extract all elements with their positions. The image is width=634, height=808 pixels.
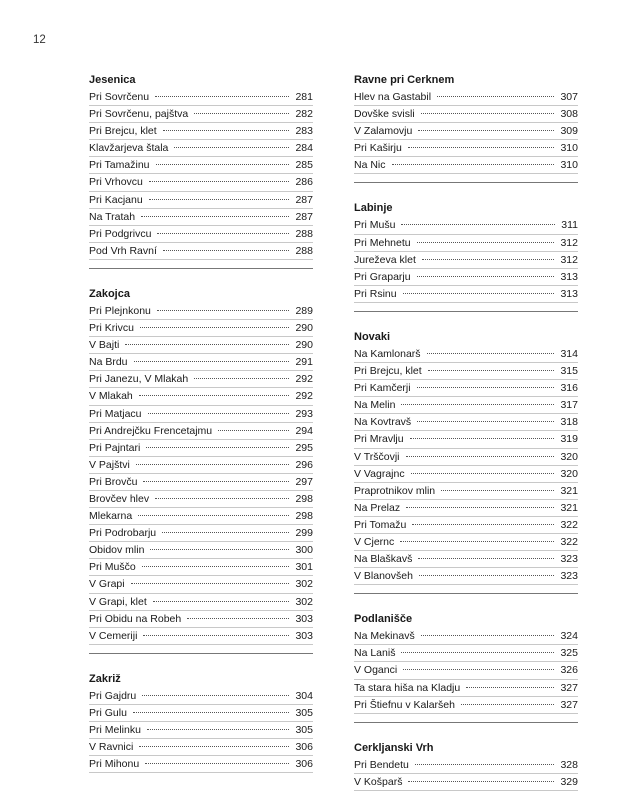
dot-leader [401,403,554,405]
entry-page-number: 304 [295,689,313,702]
entry-name: Na Brdu [89,356,128,369]
toc-entry [89,157,313,174]
toc-entry [354,123,578,140]
entry-page-number: 312 [560,253,578,266]
dot-leader [410,437,555,439]
entry-page-number: 322 [560,535,578,548]
toc-entry [89,722,313,739]
entry-name: Pri Tomažu [354,518,407,531]
toc-entry [89,474,313,491]
entry-page-number: 310 [560,159,578,172]
section-title: Ravne pri Cerknem [354,74,455,86]
entry-page-number: 311 [561,219,578,232]
dot-leader [406,455,555,457]
entry-page-number: 290 [295,322,313,335]
entry-name: Obidov mlin [89,544,145,557]
toc-entry [89,388,313,405]
section-zakojca [89,286,313,654]
toc-entry [89,209,313,226]
dot-leader [412,523,554,525]
entry-name: V Košparš [354,775,403,788]
entry-page-number: 303 [295,629,313,642]
section-divider [89,268,313,269]
dot-leader [139,394,290,396]
entry-page-number: 323 [560,570,578,583]
entry-name: V Zalamovju [354,125,413,138]
dot-leader [156,163,290,165]
dot-leader [149,198,290,200]
toc-entry [354,363,578,380]
dot-leader [140,326,290,328]
entry-name: Pri Gulu [89,706,127,719]
dot-leader [187,617,289,619]
entry-page-number: 299 [295,527,313,540]
toc-entry [89,756,313,773]
entry-page-number: 305 [295,724,313,736]
dot-leader [401,223,555,225]
entry-page-number: 321 [560,484,578,497]
entry-name: Jureževa klet [354,253,416,266]
toc-entry [354,662,578,679]
entry-name: Pri Brejcu, klet [354,365,422,378]
entry-page-number: 297 [295,475,313,488]
entry-page-number: 324 [560,630,578,643]
entry-name: Pri Bendetu [354,758,409,771]
dot-leader [428,369,555,371]
entry-page-number: 320 [560,467,578,480]
entry-name: Pri Melinku [89,724,141,736]
toc-entry [354,551,578,568]
toc-entry [354,466,578,483]
section-divider [354,182,578,183]
dot-leader [145,762,289,764]
entry-name: Pod Vrh Ravní [89,244,157,257]
toc-entry [354,380,578,397]
dot-leader [194,377,289,379]
entry-page-number: 292 [295,390,313,403]
entry-name: Pri Tamažinu [89,159,150,172]
entry-page-number: 302 [295,595,313,608]
dot-leader [125,343,289,345]
section-divider [354,722,578,723]
entry-page-number: 298 [295,510,313,523]
entry-name: Pri Mušu [354,219,396,232]
dot-leader [418,557,554,559]
entry-name: Pri Mehnetu [354,236,411,249]
dot-leader [466,686,554,688]
section-labinje [354,200,578,311]
toc-entry [89,440,313,457]
dot-leader [146,446,289,448]
section-divider [354,593,578,594]
entry-name: Pri Obidu na Robeh [89,612,182,625]
dot-leader [134,360,290,362]
entry-name: Pri Brovču [89,475,138,488]
dot-leader [174,146,289,148]
toc-entry [89,594,313,611]
toc-entry [354,500,578,517]
entry-name: Dovške svisli [354,108,415,121]
entry-name: Pri Plejnkonu [89,304,151,317]
entry-page-number: 313 [560,287,578,300]
entry-name: Na Kovtravš [354,416,412,429]
entry-name: V Grapi, klet [89,595,147,608]
entry-page-number: 312 [560,236,578,249]
entry-name: V Ravnici [89,741,134,754]
dot-leader [392,163,555,165]
entry-name: Pri Kaširju [354,142,402,155]
toc-entry [354,645,578,662]
section-title: Zakojca [89,287,130,300]
toc-entry [89,140,313,157]
entry-page-number: 313 [560,270,578,283]
dot-leader [163,129,290,131]
entry-name: V Bajti [89,339,120,352]
entry-page-number: 287 [295,193,313,206]
entry-name: V Cemeriji [89,629,138,642]
section-title: Podlanišče [354,613,413,626]
toc-entry [89,406,313,423]
entry-page-number: 292 [295,373,313,386]
dot-leader [400,540,554,542]
entry-page-number: 289 [295,304,313,317]
entry-page-number: 290 [295,339,313,352]
dot-leader [162,531,289,533]
section-divider [89,653,313,654]
section-title: Labinje [354,202,393,215]
toc-entry [354,157,578,174]
dot-leader [150,548,289,550]
entry-page-number: 308 [560,108,578,121]
entry-name: V Trščovji [354,450,400,463]
entry-page-number: 281 [295,91,313,103]
entry-page-number: 329 [560,775,578,788]
entry-name: V Vagrajnc [354,467,405,480]
dot-leader [155,497,289,499]
entry-page-number: 283 [295,125,313,138]
toc-entry [89,628,313,645]
entry-name: Ta stara hiša na Kladju [354,681,461,694]
dot-leader [218,429,289,431]
entry-page-number: 323 [560,553,578,566]
dot-leader [437,95,554,97]
dot-leader [163,249,290,251]
section-zakriz [89,671,313,773]
entry-name: Pri Matjacu [89,407,142,420]
toc-entry [89,89,313,106]
entry-page-number: 319 [560,433,578,446]
toc-column-left [89,72,313,790]
toc-entry [354,774,578,791]
dot-leader [415,763,555,765]
toc-entry [89,106,313,123]
entry-name: Pri Kamčerji [354,382,411,395]
dot-leader [155,95,289,97]
dot-leader [406,506,554,508]
entry-page-number: 302 [295,578,313,591]
dot-leader [421,112,555,114]
entry-page-number: 318 [560,416,578,429]
entry-name: Pri Brejcu, klet [89,125,157,138]
toc-entry [89,303,313,320]
entry-name: Na Nic [354,159,386,172]
toc-entry [354,286,578,303]
entry-page-number: 321 [560,501,578,514]
dot-leader [461,703,555,705]
toc-entry [89,491,313,508]
toc-entry [354,217,578,234]
entry-page-number: 295 [295,441,313,454]
toc-entry [354,431,578,448]
dot-leader [149,180,290,182]
dot-leader [157,309,290,311]
section-divider [354,311,578,312]
toc-column-right [354,72,578,808]
entry-page-number: 282 [295,108,313,121]
toc-entry [89,354,313,371]
section-title: Jesenica [89,74,136,86]
entry-name: Pri Muščo [89,561,136,574]
dot-leader [417,420,554,422]
toc-entry [89,611,313,628]
entry-page-number: 309 [560,125,578,138]
entry-name: V Mlakah [89,390,133,403]
entry-page-number: 296 [295,458,313,471]
toc-entry [354,106,578,123]
entry-page-number: 303 [295,612,313,625]
toc-entry [89,508,313,525]
entry-page-number: 315 [560,365,578,378]
dot-leader [403,292,555,294]
toc-entry [89,243,313,260]
toc-entry [354,517,578,534]
toc-entry [89,123,313,140]
entry-name: Na Melin [354,399,396,412]
entry-name: Pri Mihonu [89,758,140,771]
section-title: Novaki [354,330,391,343]
entry-name: V Pajštvi [89,458,130,471]
entry-page-number: 291 [295,356,313,369]
dot-leader [417,386,555,388]
entry-name: Mlekarna [89,510,133,523]
entry-page-number: 301 [295,561,313,574]
section-novaki [354,329,578,594]
dot-leader [136,463,290,465]
entry-name: Pri Sovrčenu [89,91,150,103]
toc-entry [354,346,578,363]
dot-leader [143,634,289,636]
entry-page-number: 288 [295,227,313,240]
toc-entry [354,449,578,466]
section-title: Cerkljanski Vrh [354,741,434,754]
entry-page-number: 284 [295,142,313,155]
entry-page-number: 314 [560,347,578,360]
section-title: Zakriž [89,672,121,685]
entry-name: Pri Rsinu [354,287,397,300]
dot-leader [148,412,290,414]
toc-entry [89,320,313,337]
section-podlanisce [354,611,578,722]
entry-name: Pri Pajntari [89,441,141,454]
entry-name: Pri Janezu, V Mlakah [89,373,189,386]
toc-entry [354,397,578,414]
dot-leader [153,600,290,602]
toc-entry [89,226,313,243]
entry-name: Na Tratah [89,210,136,223]
toc-entry [89,457,313,474]
entry-name: Pri Kacjanu [89,193,143,206]
entry-page-number: 305 [295,706,313,719]
dot-leader [131,582,290,584]
entry-name: Pri Gajdru [89,689,137,702]
section-cerkljanski-vrh [354,740,578,791]
entry-page-number: 326 [560,664,578,677]
toc-entry [89,739,313,756]
entry-name: Praprotnikov mlin [354,484,436,497]
dot-leader [421,634,555,636]
entry-name: Na Laniš [354,647,396,660]
dot-leader [141,215,289,217]
toc-entry [354,483,578,500]
dot-leader [411,472,555,474]
toc-entry [89,525,313,542]
page-number: 12 [33,34,46,46]
dot-leader [427,352,555,354]
section-ravne-pri-cerknem [354,72,578,183]
toc-entry [89,174,313,191]
dot-leader [422,258,555,260]
entry-page-number: 328 [560,758,578,771]
entry-page-number: 327 [560,698,578,711]
entry-page-number: 322 [560,518,578,531]
entry-name: Pri Mravlju [354,433,404,446]
entry-name: Pri Podgrivcu [89,227,152,240]
dot-leader [419,574,555,576]
section-jesenica [89,72,313,269]
toc-entry [354,757,578,774]
entry-name: Pri Štiefnu v Kalaršeh [354,698,455,711]
dot-leader [417,275,555,277]
toc-entry [89,337,313,354]
toc-entry [354,568,578,585]
toc-entry [354,697,578,714]
entry-page-number: 300 [295,544,313,557]
toc-entry [89,542,313,559]
toc-entry [354,140,578,157]
dot-leader [142,565,290,567]
entry-page-number: 298 [295,492,313,505]
dot-leader [401,651,554,653]
entry-name: Klavžarjeva štala [89,142,169,155]
entry-name: Na Mekinavš [354,630,415,643]
entry-name: Pri Sovrčenu, pajštva [89,108,189,121]
entry-name: V Cjernc [354,535,395,548]
entry-page-number: 285 [295,159,313,172]
toc-entry [354,628,578,645]
dot-leader [403,668,554,670]
toc-entry [354,89,578,106]
dot-leader [147,728,290,730]
entry-page-number: 327 [560,681,578,694]
dot-leader [142,694,289,696]
entry-page-number: 325 [560,647,578,660]
entry-name: V Grapi [89,578,125,591]
entry-page-number: 316 [560,382,578,395]
entry-page-number: 288 [295,244,313,257]
entry-name: Hlev na Gastabil [354,91,432,103]
entry-page-number: 286 [295,176,313,189]
toc-entry [354,680,578,697]
entry-page-number: 307 [560,91,578,103]
toc-entry [354,235,578,252]
toc-entry [89,559,313,576]
dot-leader [418,129,554,131]
dot-leader [408,146,555,148]
dot-leader [157,232,289,234]
entry-name: Na Blaškavš [354,553,413,566]
entry-name: Pri Andrejčku Frencetajmu [89,424,213,437]
entry-name: Pri Krivcu [89,322,134,335]
dot-leader [417,241,555,243]
dot-leader [408,780,554,782]
entry-name: Brovčev hlev [89,492,150,505]
entry-name: Pri Vrhovcu [89,176,143,189]
entry-page-number: 293 [295,407,313,420]
entry-name: Pri Podrobarju [89,527,157,540]
entry-page-number: 294 [295,424,313,437]
dot-leader [138,514,289,516]
toc-entry [354,252,578,269]
dot-leader [194,112,289,114]
toc-entry [89,688,313,705]
entry-name: Na Prelaz [354,501,401,514]
entry-page-number: 287 [295,210,313,223]
entry-page-number: 306 [295,758,313,771]
entry-name: V Oganci [354,664,398,677]
entry-page-number: 310 [560,142,578,155]
dot-leader [133,711,290,713]
entry-name: Na Kamlonarš [354,347,421,360]
toc-entry [89,371,313,388]
entry-page-number: 320 [560,450,578,463]
toc-entry [89,576,313,593]
entry-page-number: 317 [560,399,578,412]
toc-entry [89,423,313,440]
dot-leader [441,489,554,491]
dot-leader [139,745,289,747]
toc-entry [89,705,313,722]
entry-name: Pri Graparju [354,270,411,283]
toc-entry [354,414,578,431]
entry-page-number: 306 [295,741,313,754]
toc-entry [354,269,578,286]
toc-entry [354,534,578,551]
toc-entry [89,192,313,209]
entry-name: V Blanovšeh [354,570,413,583]
dot-leader [143,480,289,482]
